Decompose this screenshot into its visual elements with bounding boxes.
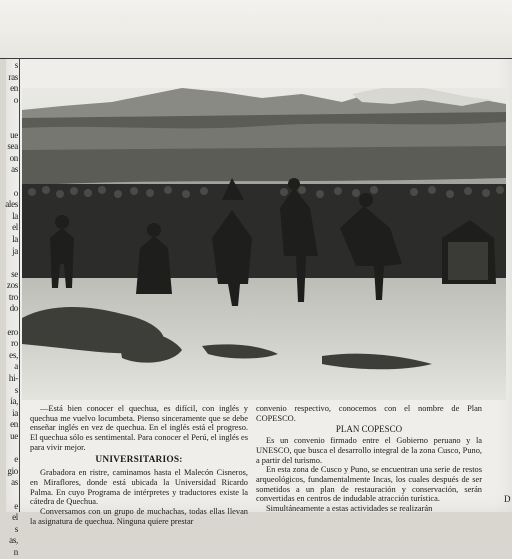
left-fragment-line: as bbox=[11, 164, 18, 175]
left-fragment-line: o bbox=[13, 187, 18, 198]
left-fragment-line: ía, bbox=[10, 396, 18, 407]
left-fragment-line: as bbox=[11, 477, 18, 488]
top-rule bbox=[0, 58, 512, 59]
left-fragment-line: en bbox=[10, 83, 18, 94]
left-fragment-line: n bbox=[13, 546, 18, 557]
left-fragment-line bbox=[0, 106, 18, 118]
article-paragraph: Simultáneamente a estas actividades se realizarán bbox=[266, 504, 433, 514]
left-fragment-line: s bbox=[14, 523, 18, 534]
article-paragraph: convenio respectivo, conocemos con el nombre de Plan COPESCO. bbox=[256, 404, 482, 423]
left-fragment-line: ero bbox=[7, 326, 18, 337]
left-fragment-line: ja bbox=[12, 245, 18, 256]
left-fragment-line: en bbox=[10, 419, 18, 430]
left-fragment-line: on bbox=[9, 152, 18, 163]
left-fragment-line: e bbox=[14, 454, 18, 465]
left-fragment-line: ia bbox=[12, 407, 18, 418]
left-fragment-line: ras bbox=[8, 71, 18, 82]
article-left-column bbox=[30, 404, 248, 526]
article-paragraph: Es un convenio firmado entre el Gobierno peruano y la UNESCO, que busca el desarrollo integral de la zona Cusco, Puno, a partir del turismo. bbox=[256, 436, 482, 465]
article-paragraph: —Está bien conocer el quechua, es difícil, con inglés y quechua me vuelvo locumbeta. Pienso sinceramente que se debe enseñar inglés en vez de quechua. En el inglés está el progreso. El quechua sólo es sentimental. Para conocer el Perú, el inglés es para vivir mejor. bbox=[30, 404, 248, 452]
left-fragment-line: tro bbox=[8, 291, 18, 302]
left-fragment-line bbox=[0, 315, 18, 327]
article-paragraph: En esta zona de Cusco y Puno, se encuentran una serie de restos arqueológicos, fundamentalmente Incas, los cuales después de ser sometidos a un plan de restauración y conservación, serán convertidas en centros de indudable atracción turística. bbox=[256, 465, 482, 504]
left-fragment-line: e bbox=[14, 500, 18, 511]
ceremony-photo bbox=[22, 88, 506, 400]
left-fragment-line bbox=[0, 443, 18, 455]
left-fragment-line: la bbox=[12, 233, 18, 244]
edge-letter: D bbox=[504, 494, 511, 504]
left-fragment-line: el bbox=[12, 222, 18, 233]
top-margin bbox=[0, 0, 512, 58]
article-right-column bbox=[256, 404, 482, 514]
left-fragment-line: ro bbox=[11, 338, 18, 349]
left-fragment-line bbox=[0, 176, 18, 188]
subheading-plan-copesco: PLAN COPESCO bbox=[335, 424, 403, 435]
column-rule bbox=[19, 58, 20, 512]
left-fragment-line: es, bbox=[9, 349, 18, 360]
left-fragment-line bbox=[0, 257, 18, 269]
left-fragment-line: el bbox=[12, 512, 18, 523]
left-fragment-line: s bbox=[14, 60, 18, 70]
left-fragment-line: la bbox=[12, 210, 18, 221]
left-fragment-line: a bbox=[14, 361, 18, 372]
left-fragment-line: zos bbox=[6, 280, 18, 291]
left-fragment-line: s bbox=[14, 384, 18, 395]
left-fragment-line: sea bbox=[7, 141, 18, 152]
left-fragment-line: do bbox=[9, 303, 18, 314]
photo-illustration bbox=[22, 88, 506, 400]
left-fragment-line: ue bbox=[10, 431, 18, 441]
left-fragment-line: ales bbox=[5, 199, 18, 210]
left-fragment-line: as, bbox=[9, 535, 18, 546]
left-fragment-line: se bbox=[11, 268, 18, 279]
left-column-fragments bbox=[0, 60, 18, 557]
left-fragment-line: ue bbox=[10, 129, 18, 140]
left-fragment-line bbox=[0, 489, 18, 501]
left-fragment-line: gio bbox=[7, 465, 18, 476]
crowd-band bbox=[22, 184, 506, 280]
left-fragment-line: hi- bbox=[8, 373, 18, 384]
left-fragment-line bbox=[0, 118, 18, 130]
article-paragraph: Grabadora en ristre, caminamos hasta el Malecón Cisneros, en Miraflores, donde está ubicada la Universidad Ricardo Palma. En cuyo Programa de intérpretes y traductores existe la cátedra de Quechua. bbox=[30, 468, 248, 507]
article-paragraph: Conversamos con un grupo de muchachas, todas ellas llevan la asignatura de quechua. Ninguna quiere prestar bbox=[30, 507, 248, 526]
subheading-universitarios: UNIVERSITARIOS: bbox=[95, 454, 183, 465]
left-fragment-line: o bbox=[13, 94, 18, 105]
